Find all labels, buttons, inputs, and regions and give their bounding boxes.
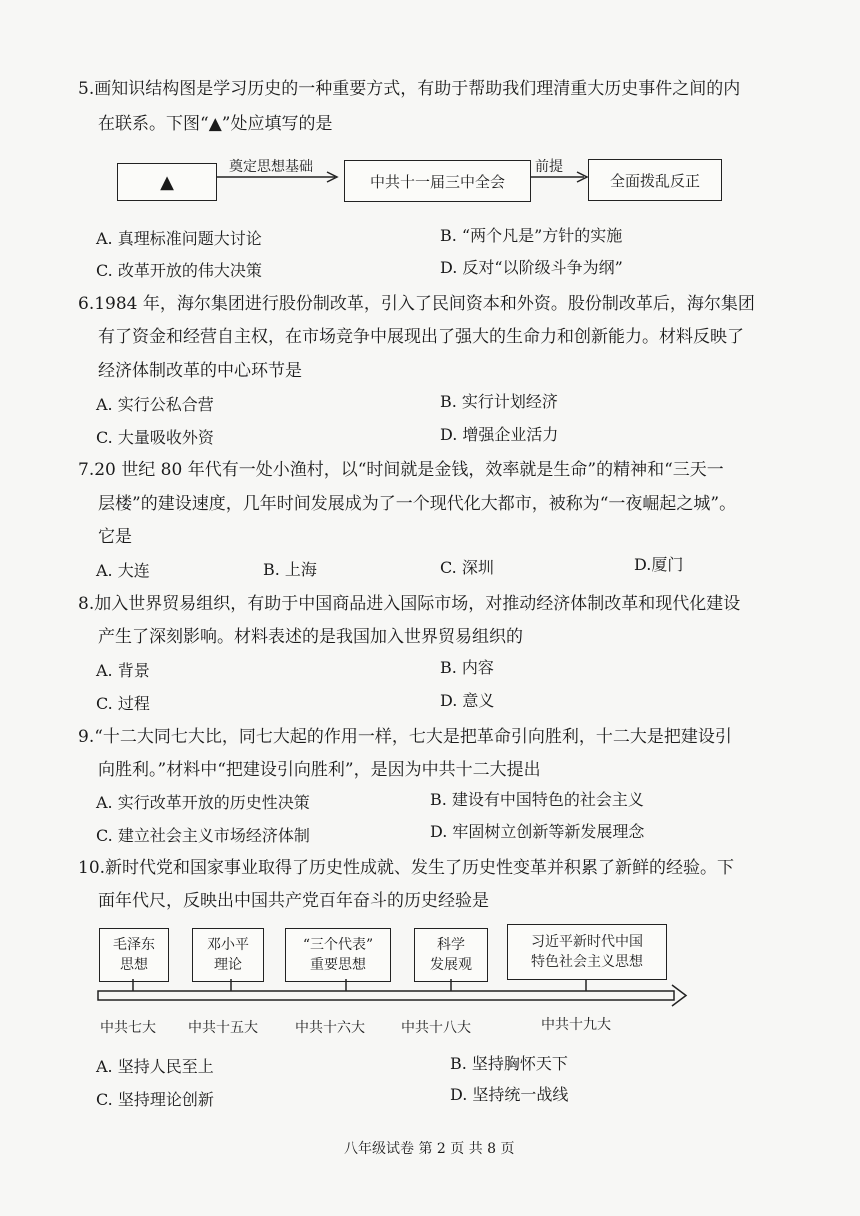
q5-arrow1 — [217, 170, 345, 184]
q7-option-d[interactable]: D.厦门 — [634, 555, 684, 574]
q8-option-d[interactable]: D. 意义 — [440, 691, 495, 710]
q8-option-b[interactable]: B. 内容 — [440, 658, 494, 677]
timeline-box-line: 习近平新时代中国 — [531, 934, 643, 950]
q6-stem-line3: 经济体制改革的中心环节是 — [98, 361, 302, 381]
q6-option-a[interactable]: A. 实行公私合营 — [96, 395, 214, 414]
q8-option-c[interactable]: C. 过程 — [96, 694, 150, 713]
q5-option-a[interactable]: A. 真理标准问题大讨论 — [96, 229, 262, 248]
q10-option-c[interactable]: C. 坚持理论创新 — [96, 1090, 214, 1109]
timeline-label-19th: 中共十九大 — [541, 1017, 611, 1033]
timeline-box-line: 科学 — [437, 937, 465, 953]
q5-arrow2 — [530, 170, 590, 184]
q9-option-d[interactable]: D. 牢固树立创新等新发展理念 — [430, 822, 645, 841]
q7-option-c[interactable]: C. 深圳 — [440, 558, 494, 577]
timeline-box-line: 重要思想 — [310, 957, 366, 973]
q6-stem-line2: 有了资金和经营自主权，在市场竞争中展现出了强大的生命力和创新能力。材料反映了 — [98, 327, 744, 347]
timeline-box-line: 理论 — [214, 957, 242, 973]
q5-diagram-box-plenum: 中共十一届三中全会 — [344, 160, 531, 202]
q5-option-d[interactable]: D. 反对“以阶级斗争为纲” — [440, 258, 623, 277]
q8-stem-line2: 产生了深刻影响。材料表述的是我国加入世界贸易组织的 — [98, 627, 523, 647]
timeline-box-line: “三个代表” — [302, 937, 374, 953]
timeline-label-16th: 中共十六大 — [295, 1020, 365, 1036]
q5-arrow1-label: 奠定思想基础 — [229, 159, 313, 175]
q5-arrow2-label: 前提 — [535, 159, 563, 175]
timeline-box-line: 毛泽东 — [113, 937, 155, 953]
q8-stem-line1: 8.加入世界贸易组织，有助于中国商品进入国际市场，对推动经济体制改革和现代化建设 — [78, 594, 741, 614]
timeline-label-18th: 中共十八大 — [401, 1020, 471, 1036]
q5-option-c[interactable]: C. 改革开放的伟大决策 — [96, 261, 262, 280]
q9-option-b[interactable]: B. 建设有中国特色的社会主义 — [430, 790, 644, 809]
timeline-box-xi-thought — [507, 924, 667, 980]
q8-option-a[interactable]: A. 背景 — [96, 661, 150, 680]
q10-stem-line1: 10.新时代党和国家事业取得了历史性成就、发生了历史性变革并积累了新鲜的经验。下 — [78, 858, 735, 878]
q5-stem-line2: 在联系。下图“▲”处应填写的是 — [98, 114, 333, 134]
q6-option-c[interactable]: C. 大量吸收外资 — [96, 428, 214, 447]
q5-diagram-box-rectify: 全面拨乱反正 — [588, 159, 722, 201]
q10-option-a[interactable]: A. 坚持人民至上 — [96, 1057, 214, 1076]
q7-stem-line2: 层楼”的建设速度，几年时间发展成为了一个现代化大都市，被称为“一夜崛起之城”。 — [98, 494, 737, 514]
q7-stem-line3: 它是 — [98, 527, 132, 547]
timeline-label-7th: 中共七大 — [100, 1020, 156, 1036]
q5-diagram-box-blank — [117, 163, 217, 201]
q6-stem-line1: 6.1984 年，海尔集团进行股份制改革，引入了民间资本和外资。股份制改革后，海尔集团 — [78, 294, 755, 314]
q10-option-b[interactable]: B. 坚持胸怀天下 — [450, 1054, 568, 1073]
q9-option-a[interactable]: A. 实行改革开放的历史性决策 — [96, 793, 310, 812]
timeline-box-three-represents — [285, 928, 391, 982]
timeline-box-line: 特色社会主义思想 — [531, 954, 643, 970]
q9-stem-line1: 9.“十二大同七大比，同七大起的作用一样，七大是把革命引向胜利，十二大是把建设引 — [78, 727, 732, 747]
timeline-box-scientific-development — [414, 928, 488, 982]
timeline-box-line: 思想 — [120, 957, 148, 973]
timeline-box-mao — [99, 928, 169, 982]
q10-stem-line2: 面年代尺，反映出中国共产党百年奋斗的历史经验是 — [98, 891, 489, 911]
q9-stem-line2: 向胜利。”材料中“把建设引向胜利”，是因为中共十二大提出 — [98, 760, 541, 780]
timeline-box-deng — [192, 928, 264, 982]
q10-option-d[interactable]: D. 坚持统一战线 — [450, 1085, 569, 1104]
q6-option-b[interactable]: B. 实行计划经济 — [440, 392, 558, 411]
triangle-icon: ▲ — [160, 171, 174, 193]
q7-option-b[interactable]: B. 上海 — [263, 560, 317, 579]
q7-option-a[interactable]: A. 大连 — [96, 561, 150, 580]
timeline-box-line: 发展观 — [430, 957, 472, 973]
timeline-axis — [96, 979, 692, 1013]
q5-stem-line1: 5.画知识结构图是学习历史的一种重要方式，有助于帮助我们理清重大历史事件之间的内 — [78, 79, 741, 99]
q5-option-b[interactable]: B. “两个凡是”方针的实施 — [440, 226, 623, 245]
timeline-box-line: 邓小平 — [207, 937, 249, 953]
timeline-label-15th: 中共十五大 — [188, 1020, 258, 1036]
q7-stem-line1: 7.20 世纪 80 年代有一处小渔村，以“时间就是金钱，效率就是生命”的精神和“三天一 — [78, 460, 724, 480]
q6-option-d[interactable]: D. 增强企业活力 — [440, 425, 559, 444]
q9-option-c[interactable]: C. 建立社会主义市场经济体制 — [96, 826, 310, 845]
page-footer: 八年级试卷 第 2 页 共 8 页 — [344, 1141, 515, 1157]
